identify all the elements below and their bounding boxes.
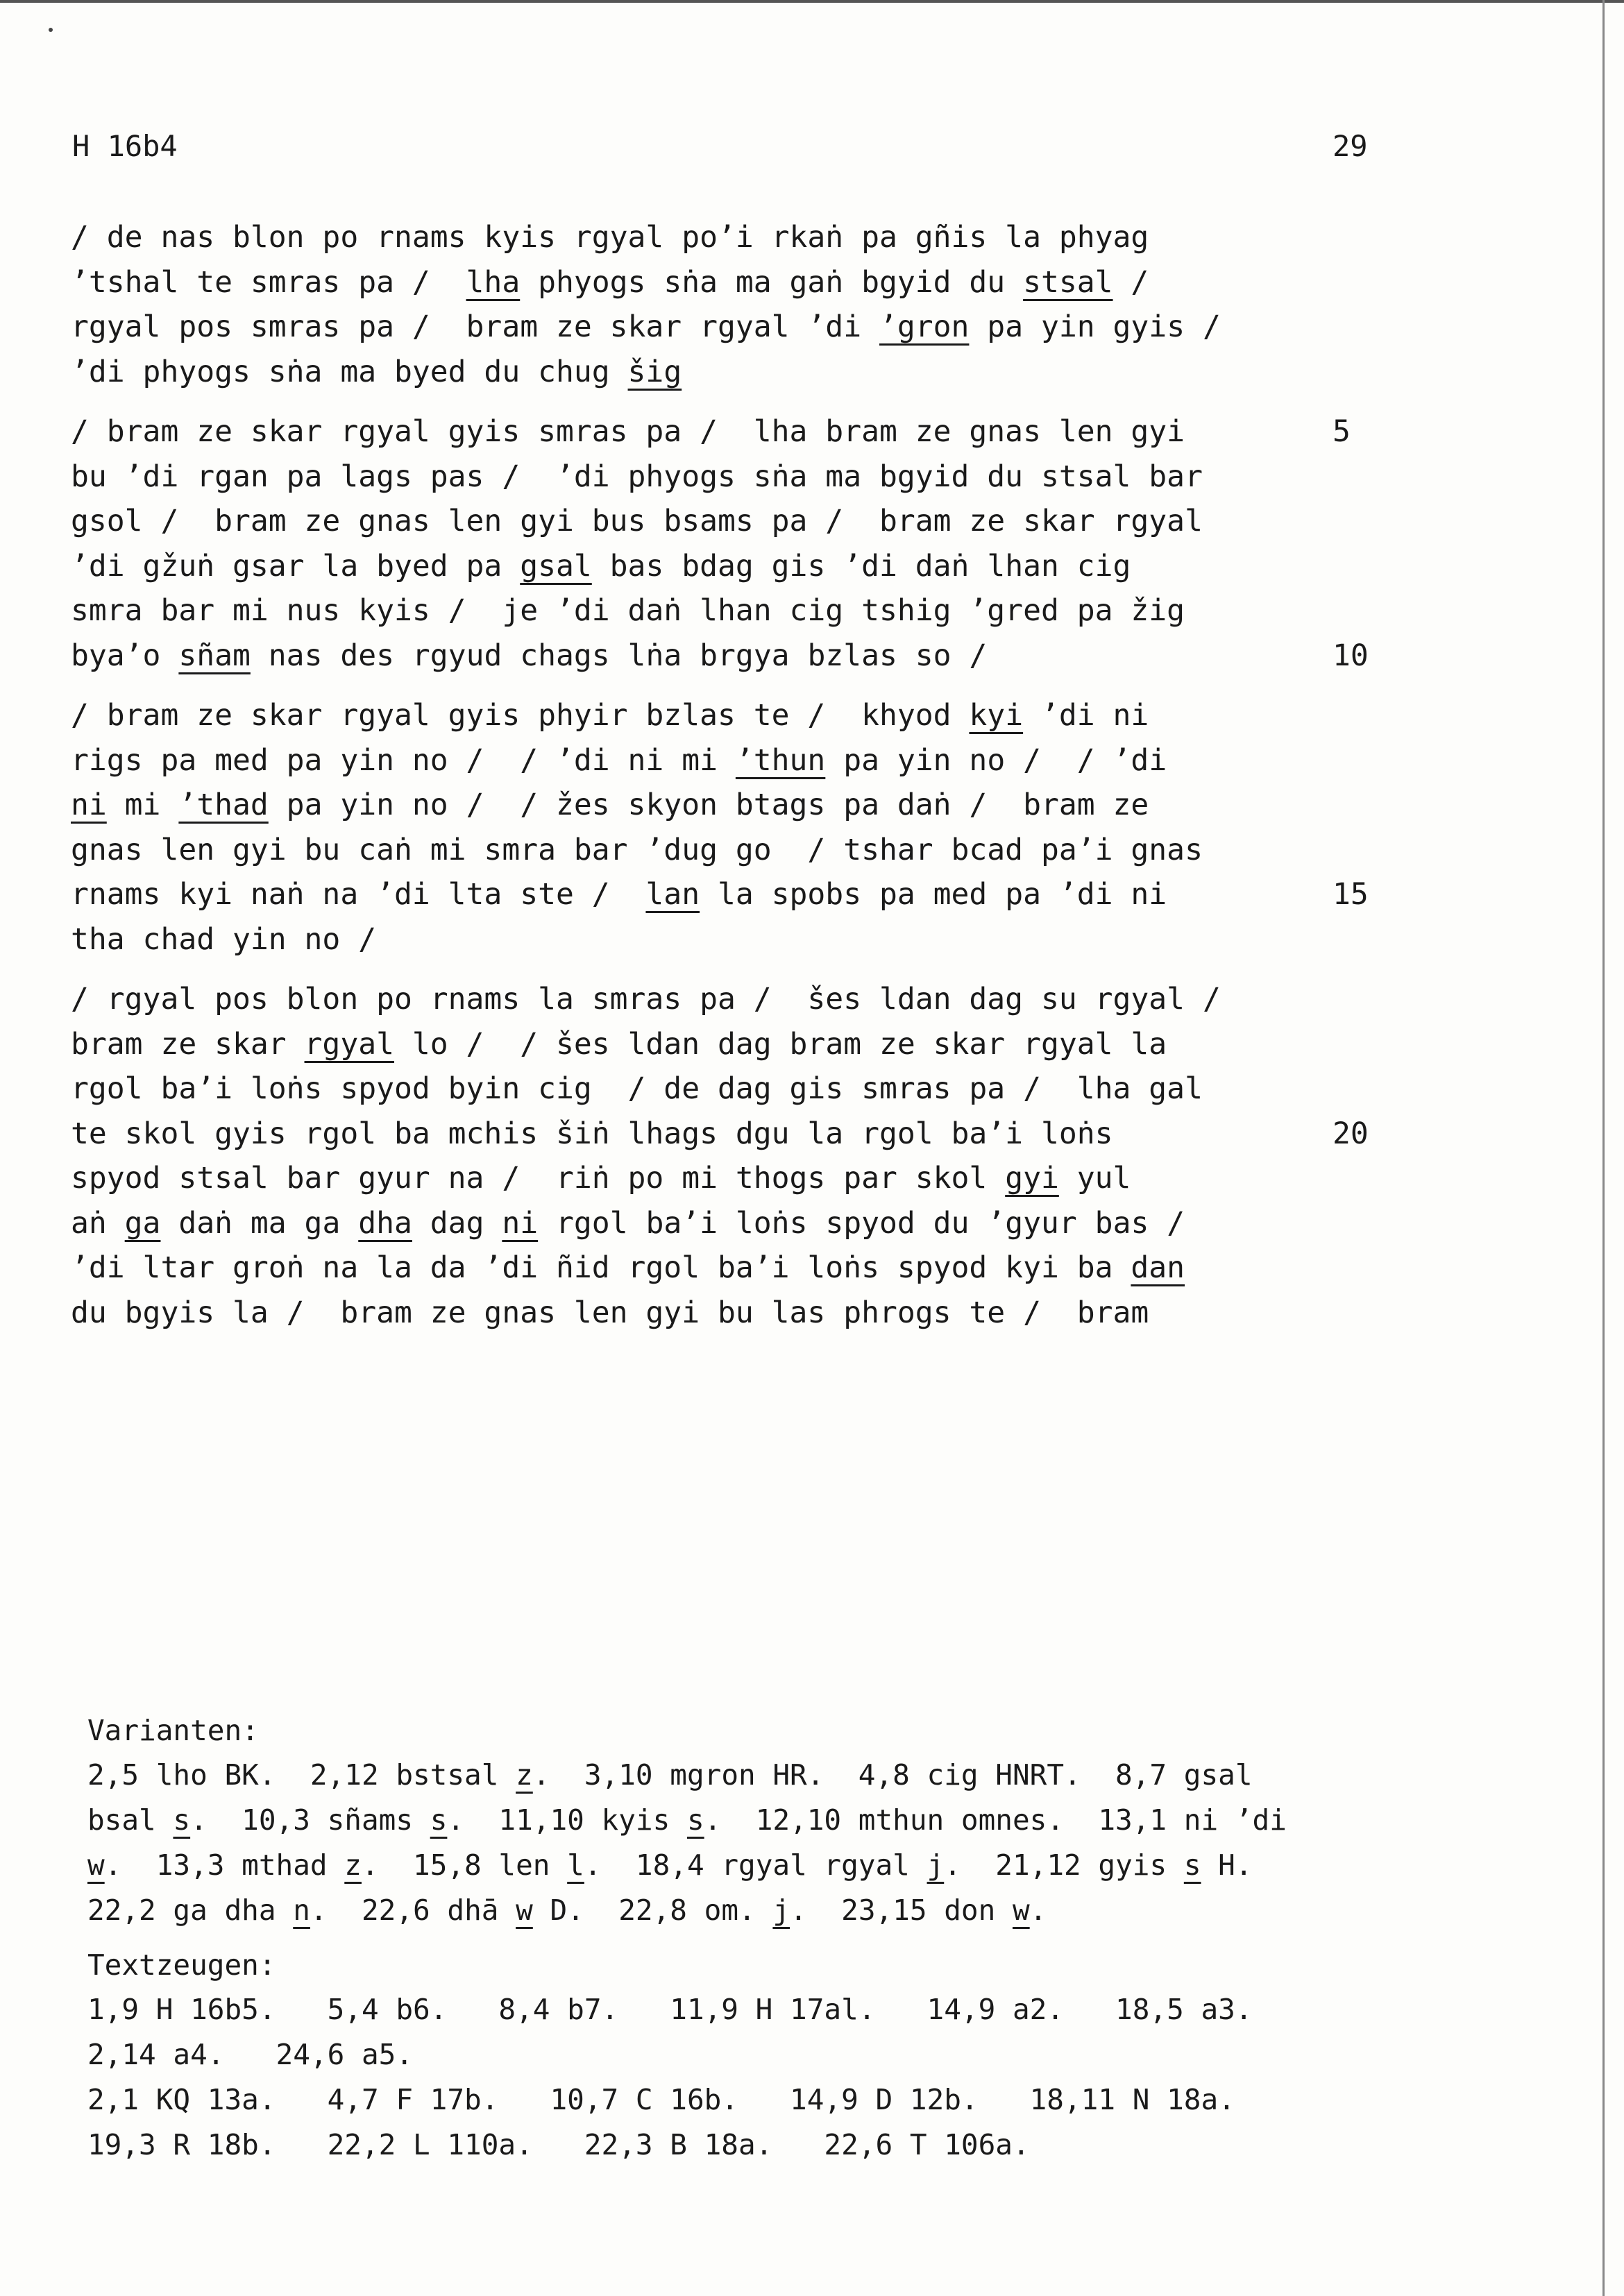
text-line [71, 350, 1362, 395]
right-edge-rule [1602, 0, 1605, 2296]
text-line-content: ’tshal te smras pa / lha phyogs sṅa ma gaṅ bgyid du stsal / [71, 264, 1149, 300]
text-paragraph [71, 693, 1369, 962]
variant-line: w. 13,3 mthad z. 15,8 len l. 18,4 rgyal rgyal j. 21,12 gyis s H. [87, 1848, 1253, 1882]
variant-line: bsal s. 10,3 sñams s. 11,10 kyis s. 12,10 mthun omnes. 13,1 ni ’di [87, 1803, 1287, 1837]
witnesses-list [87, 1987, 1406, 2168]
text-line-content: rgol ba’i loṅs spyod byin cig / de dag gis smras pa / lha gal [71, 1071, 1203, 1106]
text-line-content: tha chad yin no / [71, 921, 377, 957]
variants-heading: Varianten: [87, 1714, 259, 1747]
text-line [71, 1022, 1362, 1067]
text-line-content: bram ze skar rgyal lo / / šes ldan dag bram ze skar rgyal la [71, 1026, 1167, 1062]
text-line-content: bya’o sñam nas des rgyud chags lṅa brgya bzlas so / [71, 638, 988, 673]
line-number: 15 [1333, 877, 1369, 912]
text-line-content: te skol gyis rgol ba mchis šiṅ lhags dgu la rgol ba’i loṅs [71, 1116, 1113, 1151]
text-line [71, 588, 1362, 633]
text-line-content: gnas len gyi bu caṅ mi smra bar ’dug go / tshar bcad pa’i gnas [71, 832, 1203, 867]
text-line [71, 454, 1362, 500]
line-number: 10 [1333, 638, 1369, 673]
text-paragraph [71, 215, 1362, 394]
witness-line: 2,1 KQ 13a. 4,7 F 17b. 10,7 C 16b. 14,9 D 12b. 18,11 N 18a. [87, 2083, 1235, 2116]
line-number: 20 [1333, 1116, 1369, 1151]
text-line-content: / bram ze skar rgyal gyis smras pa / lha bram ze gnas len gyi [71, 414, 1185, 449]
text-line [71, 499, 1362, 544]
text-line-content: / rgyal pos blon po rnams la smras pa / šes ldan dag su rgyal / [71, 982, 1221, 1017]
text-line-content: ni mi ’thad pa yin no / / žes skyon btags pa daṅ / bram ze [71, 788, 1149, 822]
text-line [71, 1112, 1369, 1157]
witnesses-heading: Textzeugen: [87, 1948, 276, 1982]
text-line-content: spyod stsal bar gyur na / riṅ po mi thogs par skol gyi yul [71, 1161, 1131, 1196]
text-paragraph [71, 409, 1369, 678]
text-line [71, 1201, 1362, 1246]
page-id: H 16b4 [72, 129, 178, 163]
text-line [71, 828, 1362, 873]
main-text [71, 215, 1369, 1350]
text-line [71, 409, 1362, 454]
text-line [71, 693, 1362, 738]
text-line-content: du bgyis la / bram ze gnas len gyi bu las phrogs te / bram [71, 1295, 1149, 1330]
witness-line: 19,3 R 18b. 22,2 L 110a. 22,3 B 18a. 22,6 T 106a. [87, 2128, 1030, 2161]
text-line-content: rgyal pos smras pa / bram ze skar rgyal ’di ’gron pa yin gyis / [71, 309, 1221, 344]
text-line-content: aṅ ga daṅ ma ga dha dag ni rgol ba’i loṅs spyod du ’gyur bas / [71, 1205, 1185, 1241]
text-line-content: rigs pa med pa yin no / / ’di ni mi ’thun pa yin no / / ’di [71, 742, 1167, 778]
text-line-content: smra bar mi nus kyis / je ’di daṅ lhan cig tshig ’gred pa žig [71, 593, 1185, 628]
text-line [71, 633, 1369, 679]
speck [49, 28, 53, 32]
text-line-content: / bram ze skar rgyal gyis phyir bzlas te / khyod kyi ’di ni [71, 698, 1149, 733]
text-line-content: / de nas blon po rnams kyis rgyal po’i rkaṅ pa gñis la phyag [71, 220, 1149, 255]
text-line [71, 977, 1362, 1022]
variant-line: 22,2 ga dha n. 22,6 dhā w D. 22,8 om. j. 23,15 don w. [87, 1894, 1047, 1927]
text-line [71, 917, 1362, 962]
witness-line: 1,9 H 16b5. 5,4 b6. 8,4 b7. 11,9 H 17al. 14,9 a2. 18,5 a3. [87, 1993, 1253, 2026]
page-number: 29 [1333, 129, 1368, 163]
text-paragraph [71, 977, 1369, 1335]
top-edge-rule [0, 0, 1624, 3]
text-line-content: ’di phyogs sṅa ma byed du chug šig [71, 354, 682, 389]
text-line-content: ’di ltar groṅ na la da ’di ñid rgol ba’i loṅs spyod kyi ba dan [71, 1250, 1185, 1285]
text-line-content: gsol / bram ze gnas len gyi bus bsams pa / bram ze skar rgyal [71, 504, 1203, 538]
text-line [71, 305, 1362, 350]
line-number: 5 [1333, 414, 1351, 449]
text-line [71, 1291, 1362, 1336]
text-line [71, 1066, 1362, 1112]
witness-line: 2,14 a4. 24,6 a5. [87, 2038, 413, 2071]
text-line [71, 260, 1362, 305]
text-line [71, 544, 1362, 589]
critical-apparatus [87, 1708, 1406, 2168]
text-line [71, 872, 1369, 917]
text-line [71, 1156, 1362, 1201]
text-line-content: bu ’di rgan pa lags pas / ’di phyogs sṅa ma bgyid du stsal bar [71, 459, 1203, 494]
variants-list [87, 1753, 1406, 1933]
variant-line: 2,5 lho BK. 2,12 bstsal z. 3,10 mgron HR. 4,8 cig HNRT. 8,7 gsal [87, 1758, 1253, 1792]
text-line-content: rnams kyi naṅ na ’di lta ste / lan la spobs pa med pa ’di ni [71, 877, 1167, 912]
text-line [71, 783, 1362, 828]
text-line-content: ’di gžuṅ gsar la byed pa gsal bas bdag gis ’di daṅ lhan cig [71, 548, 1131, 584]
text-line [71, 215, 1362, 260]
text-line [71, 1245, 1362, 1291]
text-line [71, 738, 1362, 783]
